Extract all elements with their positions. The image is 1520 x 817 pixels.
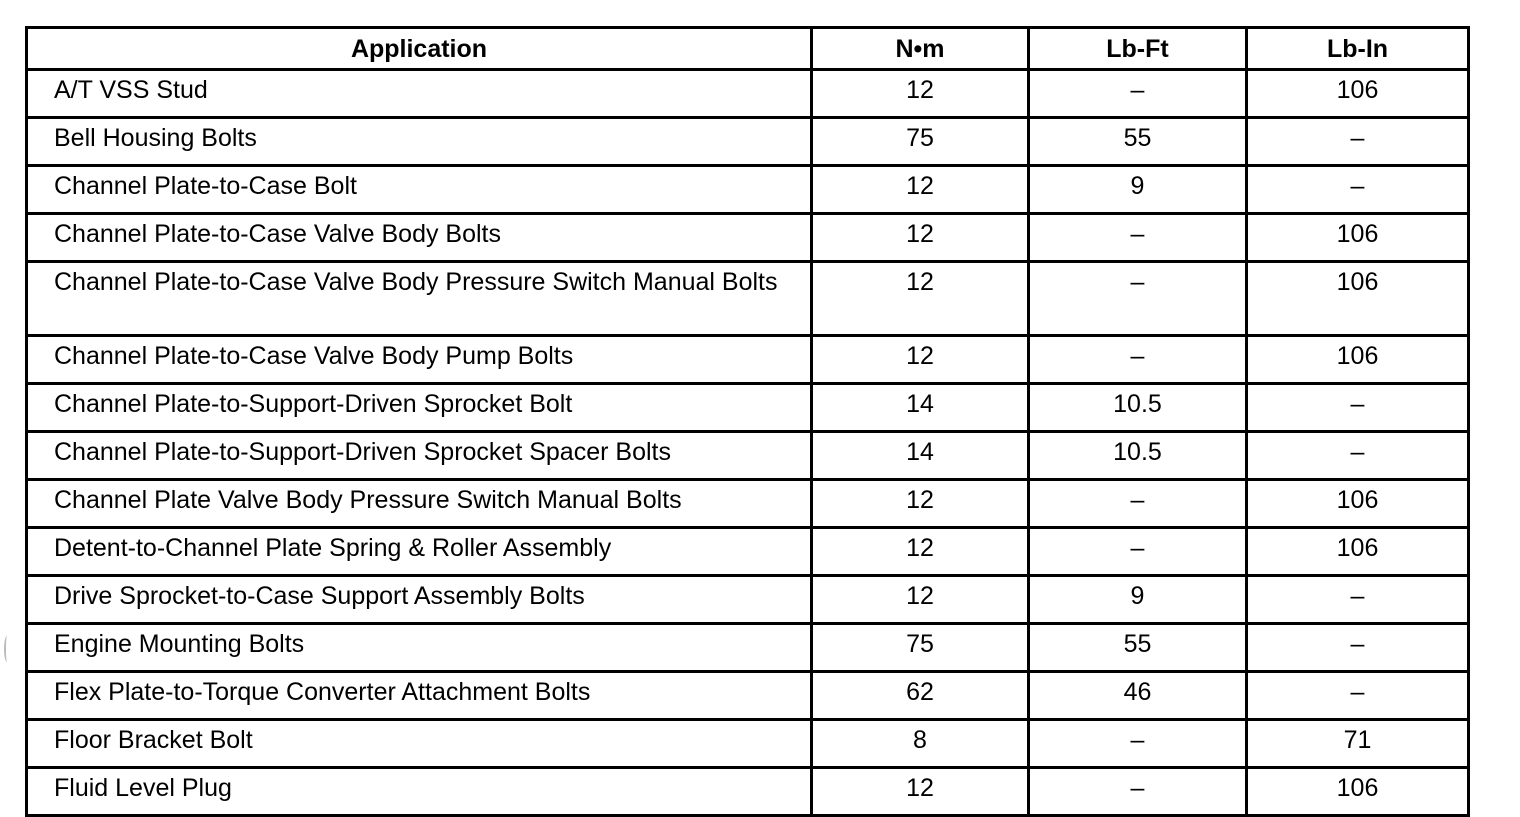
cell-lbft: – <box>1029 70 1247 118</box>
cell-lbft: 10.5 <box>1029 384 1247 432</box>
cell-lbft: – <box>1029 768 1247 816</box>
table-row <box>27 528 1469 576</box>
table-row <box>27 624 1469 672</box>
cell-nm: 12 <box>812 262 1029 336</box>
table-row <box>27 262 1469 336</box>
cell-lbft: – <box>1029 336 1247 384</box>
cell-application: Channel Plate-to-Support-Driven Sprocket Spacer Bolts <box>27 432 812 480</box>
cell-nm: 14 <box>812 384 1029 432</box>
cell-application: Engine Mounting Bolts <box>27 624 812 672</box>
cell-application: Bell Housing Bolts <box>27 118 812 166</box>
cell-nm: 12 <box>812 166 1029 214</box>
cell-nm: 75 <box>812 118 1029 166</box>
cell-nm: 12 <box>812 336 1029 384</box>
cell-nm: 12 <box>812 576 1029 624</box>
table-header <box>27 28 1469 70</box>
cell-application: Channel Plate-to-Case Valve Body Bolts <box>27 214 812 262</box>
cell-lbft: – <box>1029 480 1247 528</box>
table-row <box>27 166 1469 214</box>
cell-lbin: – <box>1247 576 1469 624</box>
table-row <box>27 384 1469 432</box>
table-body <box>27 70 1469 816</box>
table-row <box>27 336 1469 384</box>
cell-nm: 12 <box>812 214 1029 262</box>
cell-nm: 12 <box>812 528 1029 576</box>
scan-artifact <box>4 636 10 662</box>
cell-lbin: 106 <box>1247 768 1469 816</box>
cell-lbin: – <box>1247 384 1469 432</box>
cell-lbin: 106 <box>1247 336 1469 384</box>
cell-lbin: – <box>1247 672 1469 720</box>
cell-lbft: 46 <box>1029 672 1247 720</box>
table-row <box>27 70 1469 118</box>
cell-application: Floor Bracket Bolt <box>27 720 812 768</box>
cell-lbft: – <box>1029 214 1247 262</box>
cell-lbft: 55 <box>1029 118 1247 166</box>
cell-lbin: – <box>1247 624 1469 672</box>
cell-application: Detent-to-Channel Plate Spring & Roller Assembly <box>27 528 812 576</box>
cell-application: Channel Plate-to-Case Valve Body Pressure Switch Manual Bolts <box>27 262 812 336</box>
cell-application: A/T VSS Stud <box>27 70 812 118</box>
torque-spec-table <box>25 26 1470 817</box>
table-row <box>27 720 1469 768</box>
cell-application: Drive Sprocket-to-Case Support Assembly Bolts <box>27 576 812 624</box>
cell-application: Channel Plate-to-Case Valve Body Pump Bolts <box>27 336 812 384</box>
cell-lbin: 106 <box>1247 480 1469 528</box>
cell-nm: 8 <box>812 720 1029 768</box>
cell-application: Channel Plate-to-Case Bolt <box>27 166 812 214</box>
cell-lbin: 106 <box>1247 214 1469 262</box>
table-row <box>27 768 1469 816</box>
table-row <box>27 576 1469 624</box>
cell-lbft: – <box>1029 262 1247 336</box>
cell-lbin: 106 <box>1247 528 1469 576</box>
cell-nm: 12 <box>812 480 1029 528</box>
cell-lbft: 55 <box>1029 624 1247 672</box>
header-nm: N•m <box>812 28 1029 70</box>
cell-nm: 12 <box>812 768 1029 816</box>
cell-lbft: 10.5 <box>1029 432 1247 480</box>
header-lbft: Lb-Ft <box>1029 28 1247 70</box>
cell-lbft: – <box>1029 720 1247 768</box>
cell-lbin: 71 <box>1247 720 1469 768</box>
cell-lbin: – <box>1247 432 1469 480</box>
header-row <box>27 28 1469 70</box>
header-lbin: Lb-In <box>1247 28 1469 70</box>
cell-application: Channel Plate-to-Support-Driven Sprocket Bolt <box>27 384 812 432</box>
cell-nm: 14 <box>812 432 1029 480</box>
cell-application: Channel Plate Valve Body Pressure Switch Manual Bolts <box>27 480 812 528</box>
cell-lbin: – <box>1247 118 1469 166</box>
table-row <box>27 432 1469 480</box>
cell-lbin: 106 <box>1247 70 1469 118</box>
table-row <box>27 672 1469 720</box>
cell-lbft: – <box>1029 528 1247 576</box>
cell-nm: 62 <box>812 672 1029 720</box>
cell-lbin: 106 <box>1247 262 1469 336</box>
cell-lbin: – <box>1247 166 1469 214</box>
header-application: Application <box>27 28 812 70</box>
cell-application: Fluid Level Plug <box>27 768 812 816</box>
table-row <box>27 480 1469 528</box>
table-row <box>27 118 1469 166</box>
cell-nm: 75 <box>812 624 1029 672</box>
cell-nm: 12 <box>812 70 1029 118</box>
cell-lbft: 9 <box>1029 166 1247 214</box>
table-row <box>27 214 1469 262</box>
cell-lbft: 9 <box>1029 576 1247 624</box>
cell-application: Flex Plate-to-Torque Converter Attachment Bolts <box>27 672 812 720</box>
